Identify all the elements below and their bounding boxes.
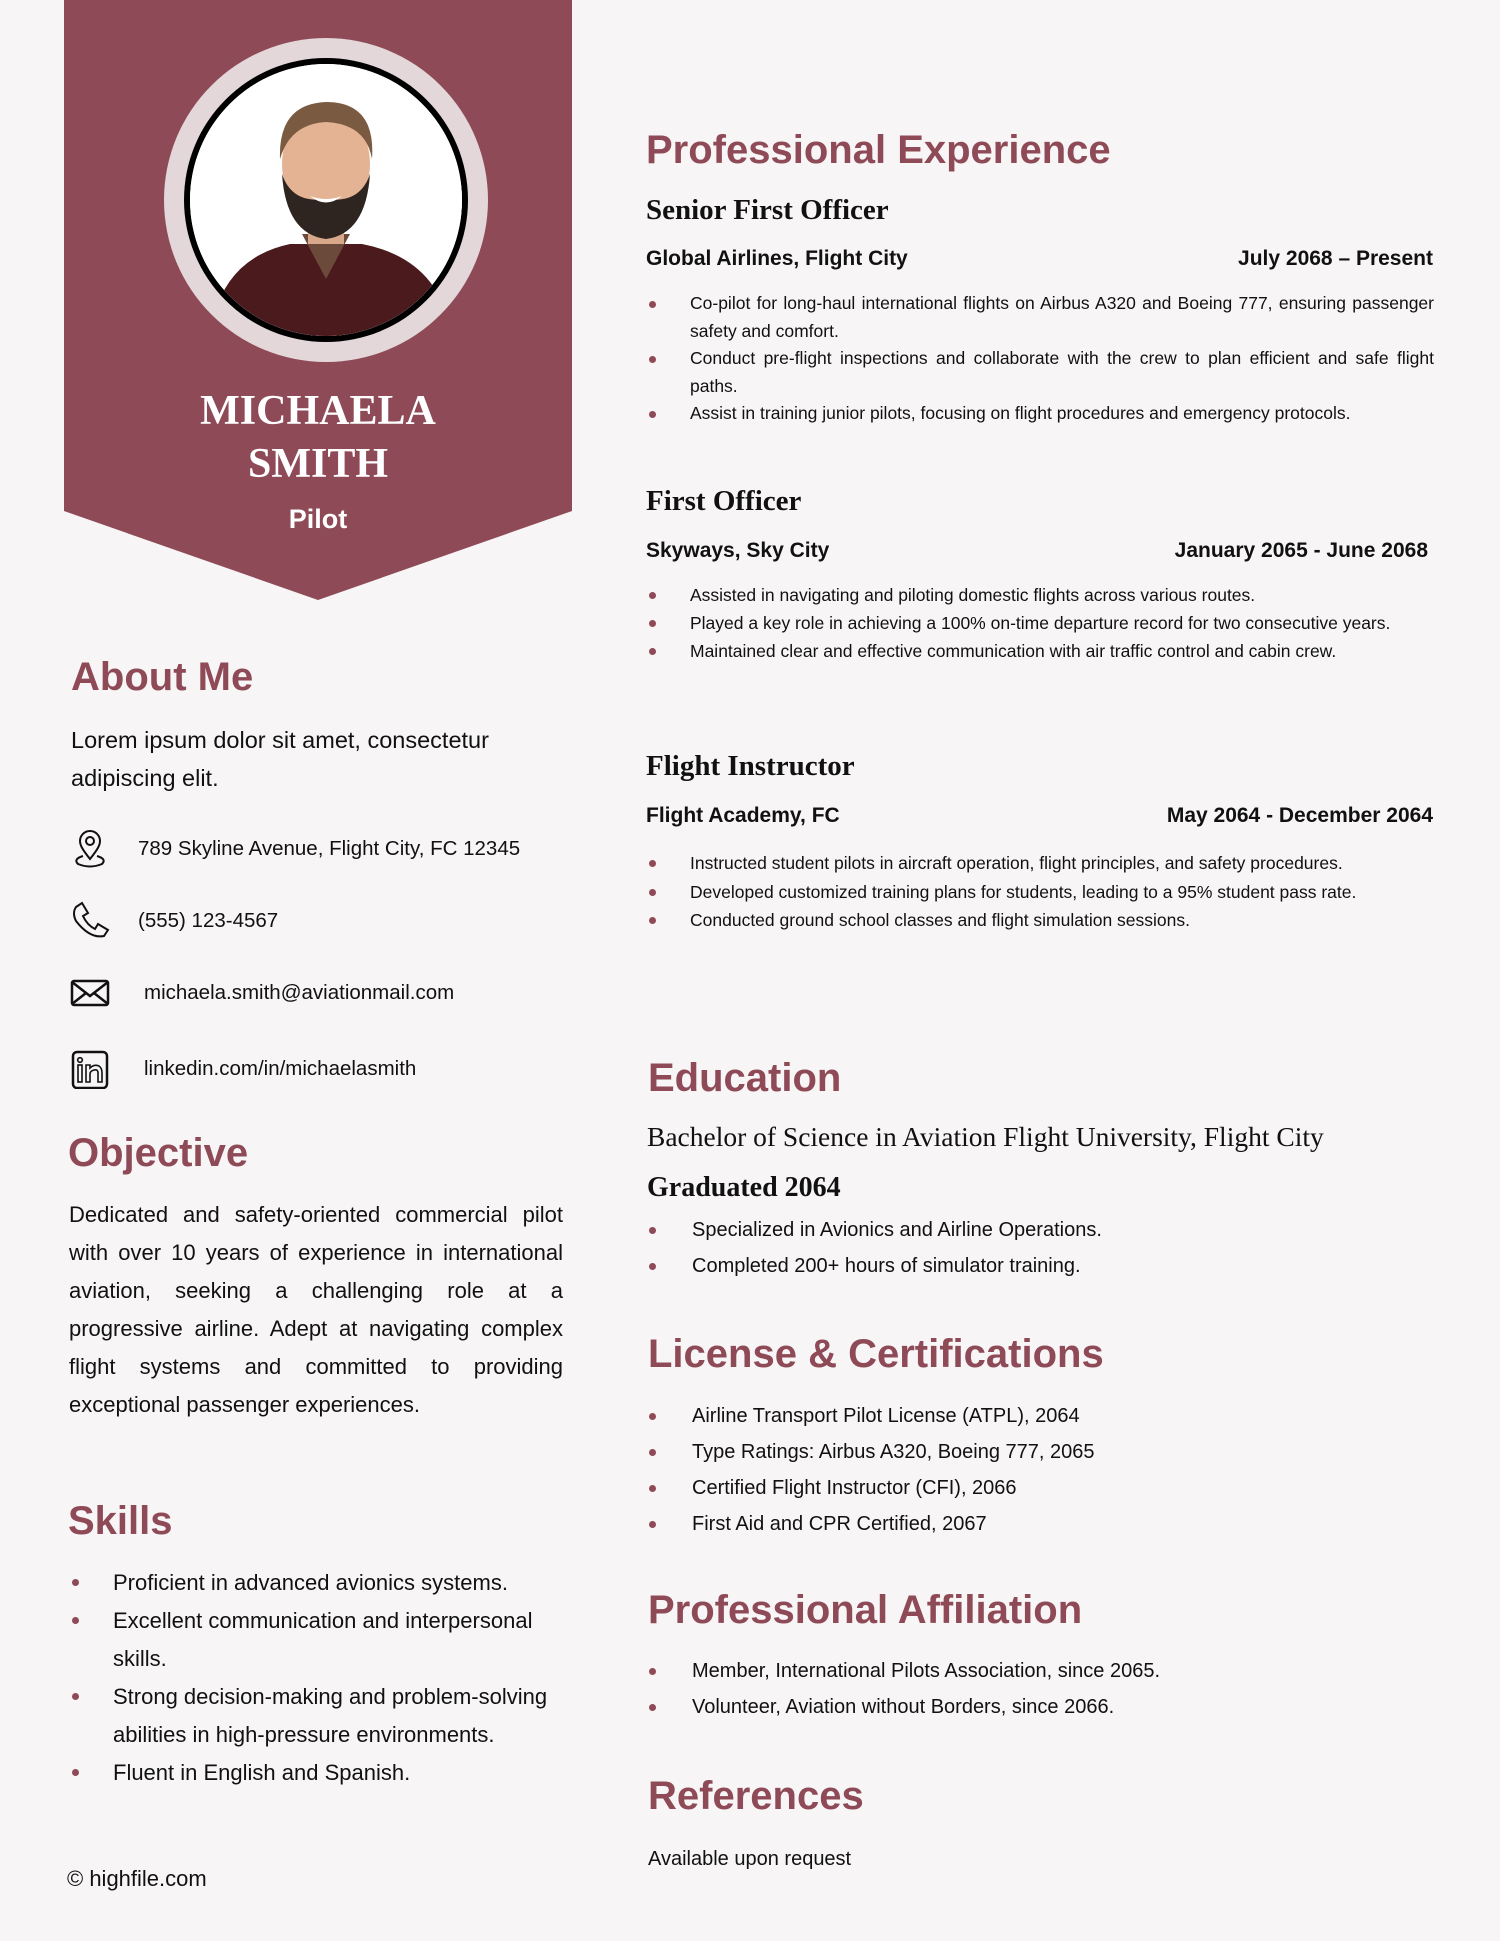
affiliation-list xyxy=(646,1653,1434,1725)
duty-item: Played a key role in achieving a 100% on-time departure record for two consecutive years. xyxy=(646,609,1434,637)
education-heading: Education xyxy=(648,1056,842,1100)
mail-icon xyxy=(70,973,110,1013)
job-role: Flight Instructor xyxy=(646,750,855,782)
education-item: Completed 200+ hours of simulator training. xyxy=(646,1248,1434,1284)
copyright: © highfile.com xyxy=(67,1866,207,1891)
location-pin-icon xyxy=(70,829,110,869)
job-company: Global Airlines, Flight City xyxy=(646,247,908,270)
duty-item: Conduct pre-flight inspections and collaborate with the crew to plan efficient and safe flight paths. xyxy=(646,345,1434,400)
duty-item: Assist in training junior pilots, focusing on flight procedures and emergency protocols. xyxy=(646,400,1434,428)
about-text: Lorem ipsum dolor sit amet, consectetur adipiscing elit. xyxy=(71,727,489,791)
address-text: 789 Skyline Avenue, Flight City, FC 12345 xyxy=(138,837,521,860)
contact-email[interactable] xyxy=(70,971,454,1015)
affiliation-item: Member, International Pilots Association, since 2065. xyxy=(646,1653,1434,1689)
education-list xyxy=(646,1212,1434,1284)
job-role: Senior First Officer xyxy=(646,194,889,226)
license-item: Airline Transport Pilot License (ATPL), 2064 xyxy=(646,1398,1434,1434)
name-last: SMITH xyxy=(247,441,389,487)
affiliation-item: Volunteer, Aviation without Borders, since 2066. xyxy=(646,1689,1434,1725)
degree: Bachelor of Science in Aviation Flight University, Flight City xyxy=(647,1121,1324,1152)
references-text: Available upon request xyxy=(648,1848,852,1870)
duty-item: Assisted in navigating and piloting domestic flights across various routes. xyxy=(646,581,1434,609)
phone-text: (555) 123-4567 xyxy=(138,909,279,932)
about-heading: About Me xyxy=(71,655,254,699)
licenses-heading: License & Certifications xyxy=(648,1332,1104,1376)
skill-item: Fluent in English and Spanish. xyxy=(68,1754,548,1792)
job-company-row xyxy=(646,537,1428,565)
affiliation-heading: Professional Affiliation xyxy=(648,1588,1083,1632)
skill-item: Excellent communication and interpersonal skills. xyxy=(68,1602,548,1678)
job-company: Skyways, Sky City xyxy=(646,539,830,562)
skill-item: Strong decision-making and problem-solving abilities in high-pressure environments. xyxy=(68,1678,548,1754)
job-company-row xyxy=(646,802,1433,830)
job-company: Flight Academy, FC xyxy=(646,804,840,827)
contact-phone[interactable] xyxy=(70,899,278,943)
profile-photo xyxy=(190,64,462,336)
name-first: MICHAELA xyxy=(200,388,436,434)
skills-heading: Skills xyxy=(68,1499,173,1543)
contact-linkedin[interactable] xyxy=(70,1047,416,1091)
license-item: First Aid and CPR Certified, 2067 xyxy=(646,1506,1434,1542)
job-duties xyxy=(646,849,1434,935)
education-item: Specialized in Avionics and Airline Operations. xyxy=(646,1212,1434,1248)
duty-item: Conducted ground school classes and flight simulation sessions. xyxy=(646,906,1434,935)
job-duties xyxy=(646,290,1434,428)
job-company-row xyxy=(646,245,1433,273)
objective-heading: Objective xyxy=(68,1131,249,1175)
license-item: Type Ratings: Airbus A320, Boeing 777, 2065 xyxy=(646,1434,1434,1470)
job-role: First Officer xyxy=(646,485,802,517)
phone-icon xyxy=(70,901,110,941)
duty-item: Co-pilot for long-haul international flights on Airbus A320 and Boeing 777, ensuring passenger safety and comfort. xyxy=(646,290,1434,345)
duty-item: Developed customized training plans for students, leading to a 95% student pass rate. xyxy=(646,878,1434,907)
licenses-list xyxy=(646,1398,1434,1542)
email-text: michaela.smith@aviationmail.com xyxy=(144,981,455,1004)
job-dates: July 2068 – Present xyxy=(1238,247,1433,270)
linkedin-text: linkedin.com/in/michaelasmith xyxy=(144,1057,417,1080)
graduated: Graduated 2064 xyxy=(647,1172,841,1203)
experience-heading: Professional Experience xyxy=(646,128,1111,172)
job-title: Pilot xyxy=(288,504,348,534)
job-dates: January 2065 - June 2068 xyxy=(1174,539,1428,562)
duty-item: Instructed student pilots in aircraft operation, flight principles, and safety procedures. xyxy=(646,849,1434,878)
skills-list xyxy=(68,1564,548,1792)
job-dates: May 2064 - December 2064 xyxy=(1166,804,1433,827)
job-duties xyxy=(646,581,1434,665)
duty-item: Maintained clear and effective communication with air traffic control and cabin crew. xyxy=(646,637,1434,665)
skill-item: Proficient in advanced avionics systems. xyxy=(68,1564,548,1602)
references-heading: References xyxy=(648,1774,864,1818)
objective-text: Dedicated and safety-oriented commercial pilot with over 10 years of experience in international aviation, seeking a challenging role at a progressive airline. Adept at navigating complex flight systems and committed to providing exceptional passenger experiences. xyxy=(69,1202,563,1417)
license-item: Certified Flight Instructor (CFI), 2066 xyxy=(646,1470,1434,1506)
contact-address[interactable] xyxy=(70,827,520,871)
linkedin-icon xyxy=(70,1049,110,1089)
